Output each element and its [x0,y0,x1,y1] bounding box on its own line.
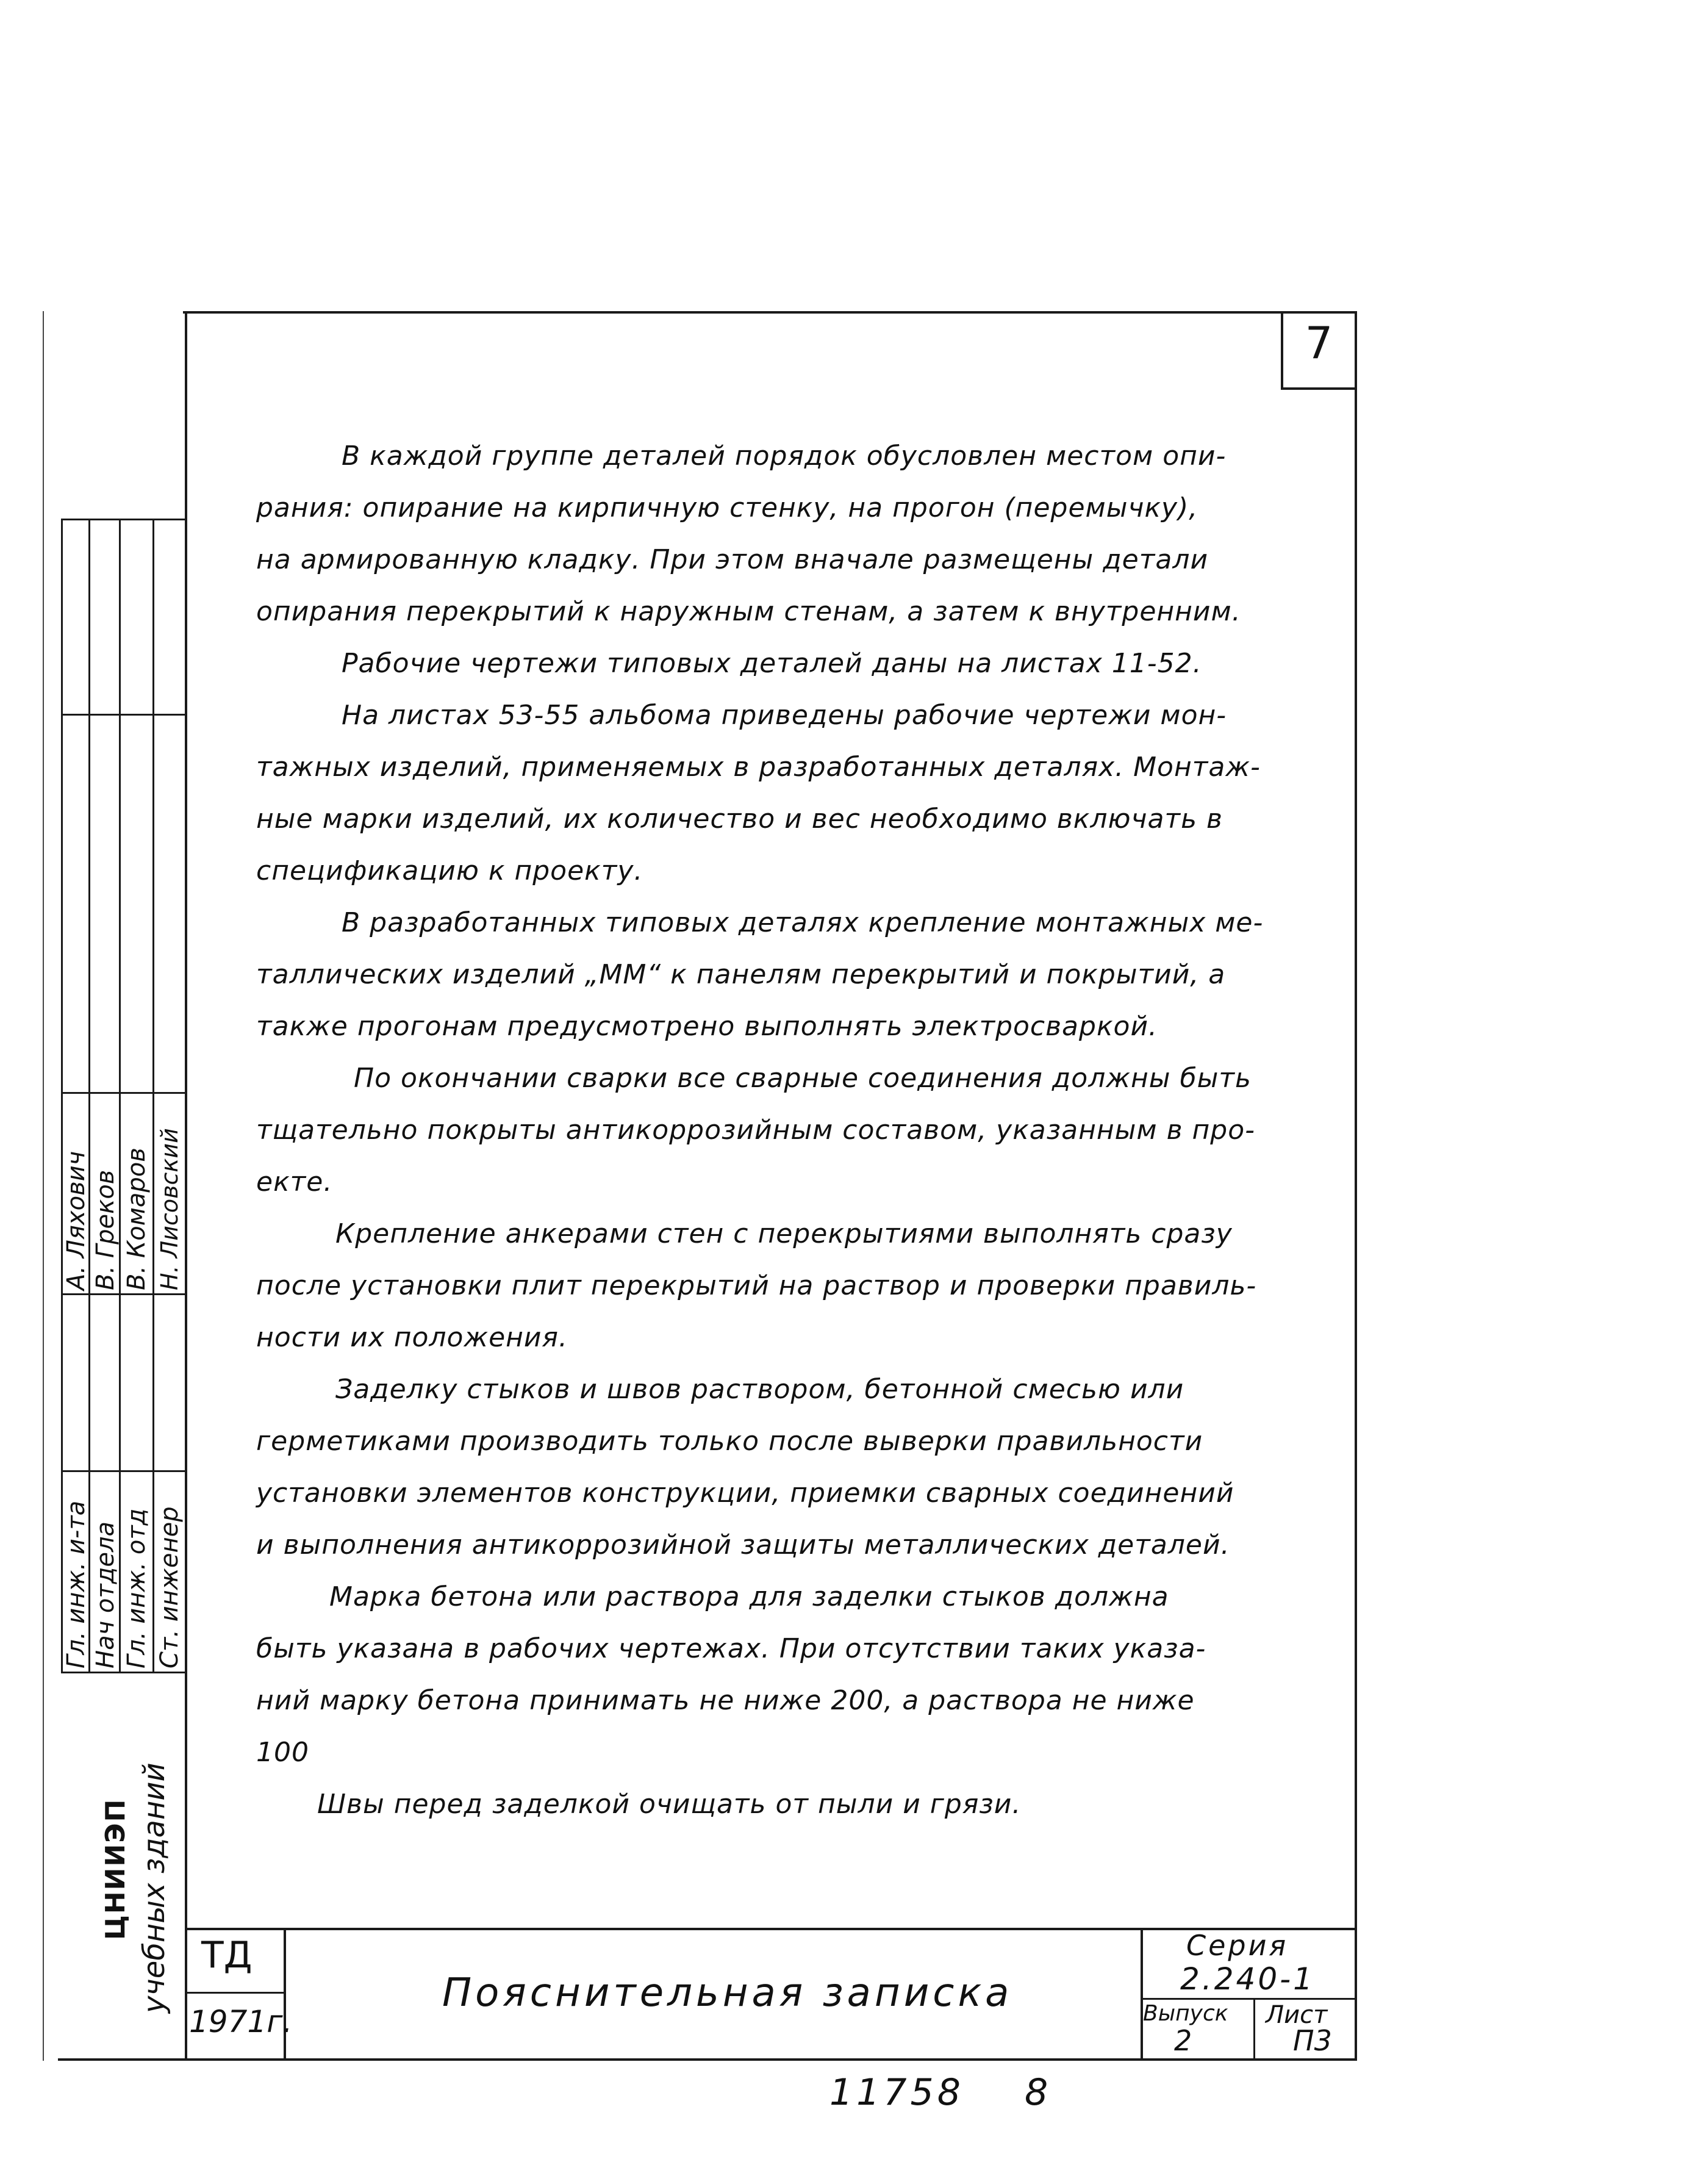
stamp-position: Ст. инженер [156,1506,184,1669]
stamp-row-line [61,1470,186,1472]
stamp-col-line [88,519,90,1672]
body-line: установки элементов конструкции, приемки сварных соединений [256,1478,1234,1509]
title-block-issue-value: 2 [1174,2024,1192,2057]
body-line: и выполнения антикоррозийной защиты металлических деталей. [256,1529,1230,1561]
stamp-row-line [61,519,186,520]
stamp-org: ЦНИИЭП [100,1798,131,1940]
body-line: опирания перекрытий к наружным стенам, а затем к внутренним. [256,596,1241,627]
frame-left-line [185,311,187,2061]
body-line: герметиками производить только после выверки правильности [256,1426,1203,1457]
stamp-name: А. Ляхович [62,1151,90,1290]
body-line: Крепление анкерами стен с перекрытиями выполнять сразу [335,1218,1233,1249]
title-block-series-label: Серия [1186,1929,1289,1962]
stamp-position: Гл. инж. отд [123,1508,151,1669]
stamp-col-line [152,519,154,1672]
stamp-row-line [61,1092,186,1094]
body-line: По окончании сварки все сварные соединения должны быть [354,1063,1252,1094]
body-line: тажных изделий, применяемых в разработанных деталях. Монтаж- [256,752,1261,783]
body-line: таллических изделий „ММ“ к панелям перекрытий и покрытий, а [256,959,1226,990]
body-line: также прогонам предусмотрено выполнять электросваркой. [256,1011,1158,1042]
title-block-year: 1971г. [189,2004,293,2039]
body-line: екте. [256,1166,333,1198]
body-line: Марка бетона или раствора для заделки стыков должна [329,1581,1169,1612]
stamp-name: Н. Лисовский [156,1128,183,1290]
body-line: тщательно покрыты антикоррозийным составом, указанным в про- [256,1115,1255,1146]
title-block-issue-label: Выпуск [1143,2001,1228,2026]
stamp-col-line [61,519,63,1672]
body-line: На листах 53-55 альбома приведены рабочие чертежи мон- [342,700,1227,731]
footer-page: 8 [1025,2071,1048,2114]
frame-top-line [183,311,1357,314]
title-block-title: Пояснительная записка [442,1970,1013,2016]
body-line: быть указана в рабочих чертежах. При отсутствии таких указа- [256,1633,1206,1664]
page-number: 7 [1305,317,1333,368]
stamp-row-line [61,1293,186,1295]
body-line: ний марку бетона принимать не ниже 200, а раствора не ниже [256,1685,1195,1716]
stamp-row-line [61,1672,186,1673]
frame-bottom-line [58,2058,1357,2061]
stamp-org-sub: учебных зданий [137,1762,171,2013]
frame-right-line [1355,311,1357,2061]
body-line: 100 [256,1737,309,1768]
title-block-sheet-divider [1253,1998,1255,2059]
stamp-name: В. Комаров [123,1148,151,1290]
title-block-divider [1141,1928,1143,2060]
body-text [256,430,1342,1830]
body-line: Швы перед заделкой очищать от пыли и грязи. [317,1789,1022,1820]
body-line: ные марки изделий, их количество и вес необходимо включать в [256,803,1223,835]
title-block-series-divider [1141,1998,1357,2000]
body-line: Рабочие чертежи типовых деталей даны на листах 11-52. [342,648,1202,679]
stamp-col-line [119,519,121,1672]
body-line: Заделку стыков и швов раствором, бетонной смесью или [335,1374,1184,1405]
title-block-sheet-value: П3 [1293,2024,1332,2057]
stamp-row-line [61,714,186,716]
body-line: после установки плит перекрытий на раствор и проверки правиль- [256,1270,1257,1301]
stamp-name: В. Греков [91,1169,120,1290]
body-line: на армированную кладку. При этом вначале размещены детали [256,544,1209,575]
body-line: спецификацию к проекту. [256,855,643,886]
title-block-series-value: 2.240-1 [1180,1961,1315,1997]
title-block-top-line [185,1928,1356,1930]
title-block-sheet-label: Лист [1266,2001,1328,2029]
body-line: В разработанных типовых деталях крепление монтажных ме- [342,907,1264,938]
stamp-position: Гл. инж. и-та [62,1500,90,1669]
body-line: ности их положения. [256,1322,568,1353]
title-block-code: ТД [201,1934,253,1977]
title-block-divider [284,1928,286,2060]
stamp-position: Нач отдела [91,1521,120,1669]
body-line: В каждой группе деталей порядок обусловлен местом опи- [342,440,1227,472]
body-line: рания: опирание на кирпичную стенку, на прогон (перемычку), [256,492,1198,523]
title-block-code-divider [185,1992,285,1994]
archive-number: 11758 [829,2071,964,2114]
margin-edge-line [43,311,44,2061]
